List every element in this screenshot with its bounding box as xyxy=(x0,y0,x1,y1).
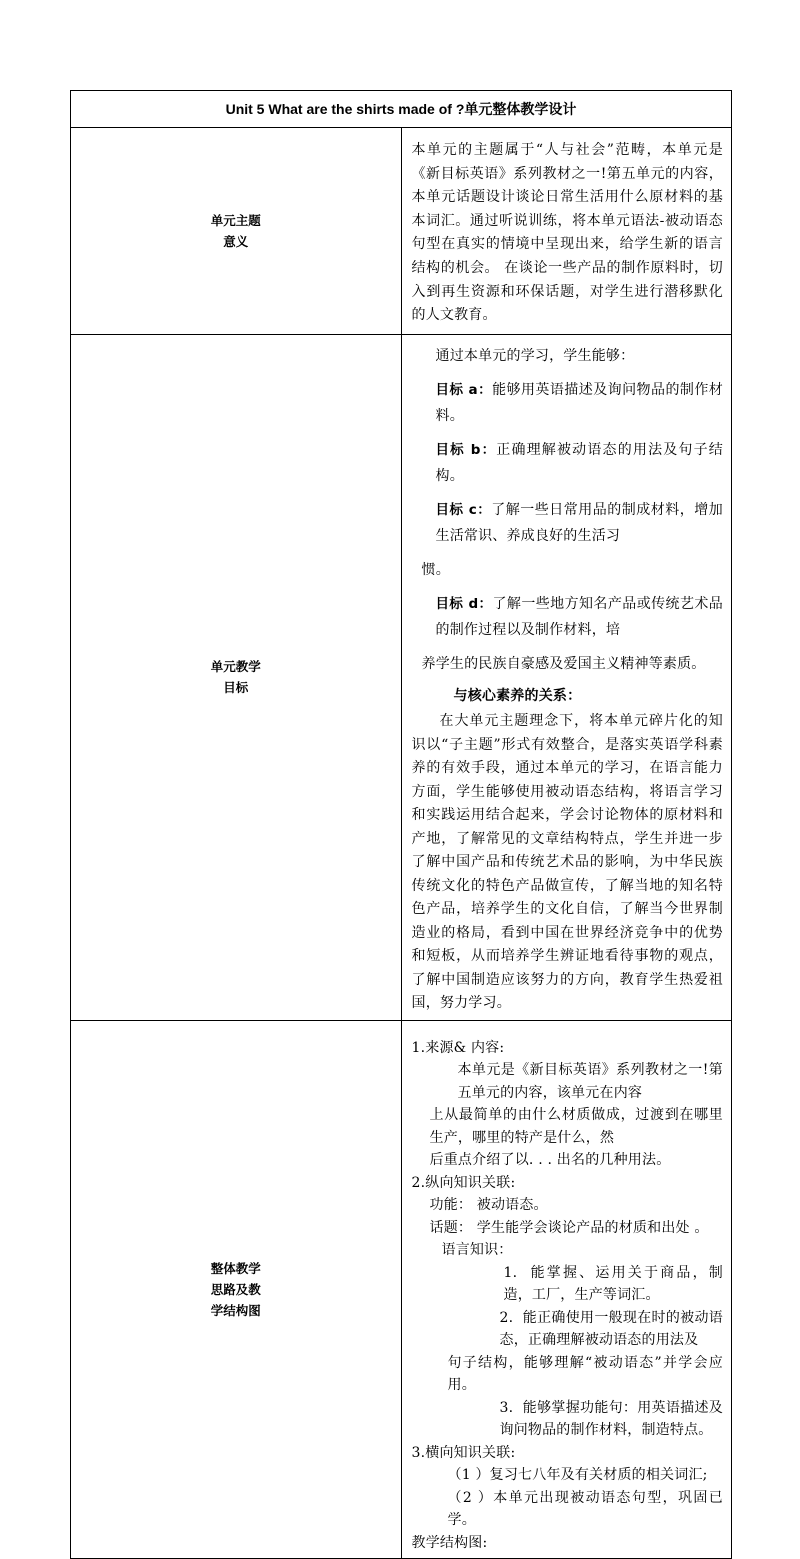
review-item-2: （2 ）本单元出现被动语态句型，巩固已学。 xyxy=(447,1489,723,1529)
item-3-number: 3. xyxy=(499,1399,514,1416)
language-line: 语言知识： xyxy=(441,1242,513,1259)
goal-b xyxy=(412,433,724,493)
item-1-number: 1. xyxy=(503,1264,518,1281)
goal-a-text: 能够用英语描述及询问物品的制作材料。 xyxy=(435,381,723,424)
source-text-line1: 本单元是《新目标英语》系列教材之一!第五单元的内容，该单元在内容 xyxy=(457,1062,723,1101)
source-text-line2: 上从最简单的由什么材质做成，过渡到在哪里生产，哪里的特产是什么，然 xyxy=(429,1107,723,1146)
goal-d xyxy=(412,587,724,647)
source-text-line3: 后重点介绍了以. . . 出名的几种用法。 xyxy=(429,1152,671,1169)
goal-c-text: 了解一些日常用品的制成材料，增加生活常识、养成良好的生活习 xyxy=(435,501,724,544)
goal-d-text: 了解一些地方知名产品或传统艺术品的制作过程以及制作材料，培 xyxy=(435,595,723,638)
document-title: Unit 5 What are the shirts made of ?单元整体教学设计 xyxy=(71,91,732,128)
theme-label-line1: 单元主题 xyxy=(210,212,261,228)
language-item-2 xyxy=(412,1307,724,1352)
goals-content xyxy=(401,334,732,1020)
goals-label-line1: 单元教学 xyxy=(210,659,261,675)
goal-d-label: 目标 d： xyxy=(435,595,493,612)
structure-label-line2: 思路及教 xyxy=(210,1282,261,1298)
goals-intro: 通过本单元的学习，学生能够： xyxy=(435,347,635,364)
theme-label-line2: 意义 xyxy=(223,233,249,249)
structure-label-line1: 整体教学 xyxy=(210,1261,261,1277)
language-item-3 xyxy=(412,1397,724,1442)
theme-row xyxy=(71,128,732,335)
item-2-number: 2. xyxy=(499,1309,514,1326)
goal-a-label: 目标 a： xyxy=(435,381,493,398)
review-item-1: （1 ）复习七八年及有关材质的相关词汇; xyxy=(447,1467,708,1484)
topic-line: 话题： 学生能学会谈论产品的材质和出处 。 xyxy=(429,1219,709,1236)
goal-b-text: 正确理解被动语态的用法及句子结构。 xyxy=(435,441,723,484)
goal-c-label: 目标 c： xyxy=(435,501,492,518)
goal-b-label: 目标 b： xyxy=(435,441,497,458)
core-literacy-heading: 与核心素养的关系： xyxy=(453,687,582,704)
goal-c xyxy=(412,493,724,553)
goals-row xyxy=(71,334,732,1020)
structure-label xyxy=(71,1020,402,1559)
structure-row xyxy=(71,1020,732,1559)
item-3-text: 能够掌握功能句：用英语描述及询问物品的制作材料，制造特点。 xyxy=(499,1399,723,1439)
document-page xyxy=(70,90,732,1559)
structure-label-line3: 学结构图 xyxy=(210,1303,261,1319)
structure-diagram-heading: 教学结构图: xyxy=(411,1534,488,1551)
theme-label xyxy=(71,128,402,335)
lesson-plan-table xyxy=(70,90,732,1559)
item-1-text: 能掌握、运用关于商品，制造，工厂，生产等词汇。 xyxy=(503,1264,723,1304)
goals-label xyxy=(71,334,402,1020)
horizontal-heading: 3.横向知识关联: xyxy=(411,1444,516,1461)
goals-label-line2: 目标 xyxy=(223,680,249,696)
item-2-text: 能正确使用一般现在时的被动语态，正确理解被动语态的用法及 xyxy=(499,1309,723,1349)
core-literacy-text: 在大单元主题理念下，将本单元碎片化的知识以“子主题”形式有效整合，是落实英语学科素养的有效手段，通过本单元的学习，在语言能力方面，学生能够使用被动语态结构，将语言学习和实践运用结合起来，学会讨论物体的原材料和产地，了解常见的文章结构特点，学生并进一步了解中国产品和传统艺术品的影响，为中华民族传统文化的特色产品做宣传，了解当地的知名特色产品，培养学生的文化自信，了解当今世界制造业的格局，看到中国在世界经济竞争中的优势和短板，从而培养学生辨证地看待事物的观点，了解中国制造应该努力的方向，教育学生热爱祖国，努力学习。 xyxy=(411,713,723,1012)
goal-d-continuation: 养学生的民族自豪感及爱国主义精神等素质。 xyxy=(421,655,706,672)
theme-text: 本单元的主题属于“人与社会”范畴，本单元是《新目标英语》系列教材之一!第五单元的内容，本单元话题设计谈论日常生活用什么原材料的基本词汇。通过听说训练，将本单元语法-被动语态句型在真实的情境中呈现出来，给学生新的语言结构的机会。 在谈论一些产品的制作原料时，切入到再生资源和环保话题，对学生进行潜移默化的人文教育。 xyxy=(401,128,732,335)
source-heading: 1.来源& 内容: xyxy=(411,1039,505,1056)
vertical-heading: 2.纵向知识关联: xyxy=(411,1174,516,1191)
language-item-1 xyxy=(412,1262,724,1307)
goal-c-continuation: 惯。 xyxy=(421,561,450,578)
goal-a xyxy=(412,373,724,433)
language-item-2-continuation: 句子结构，能够理解“被动语态”并学会应用。 xyxy=(447,1354,723,1394)
structure-content xyxy=(401,1020,732,1559)
function-line: 功能： 被动语态。 xyxy=(429,1197,548,1214)
